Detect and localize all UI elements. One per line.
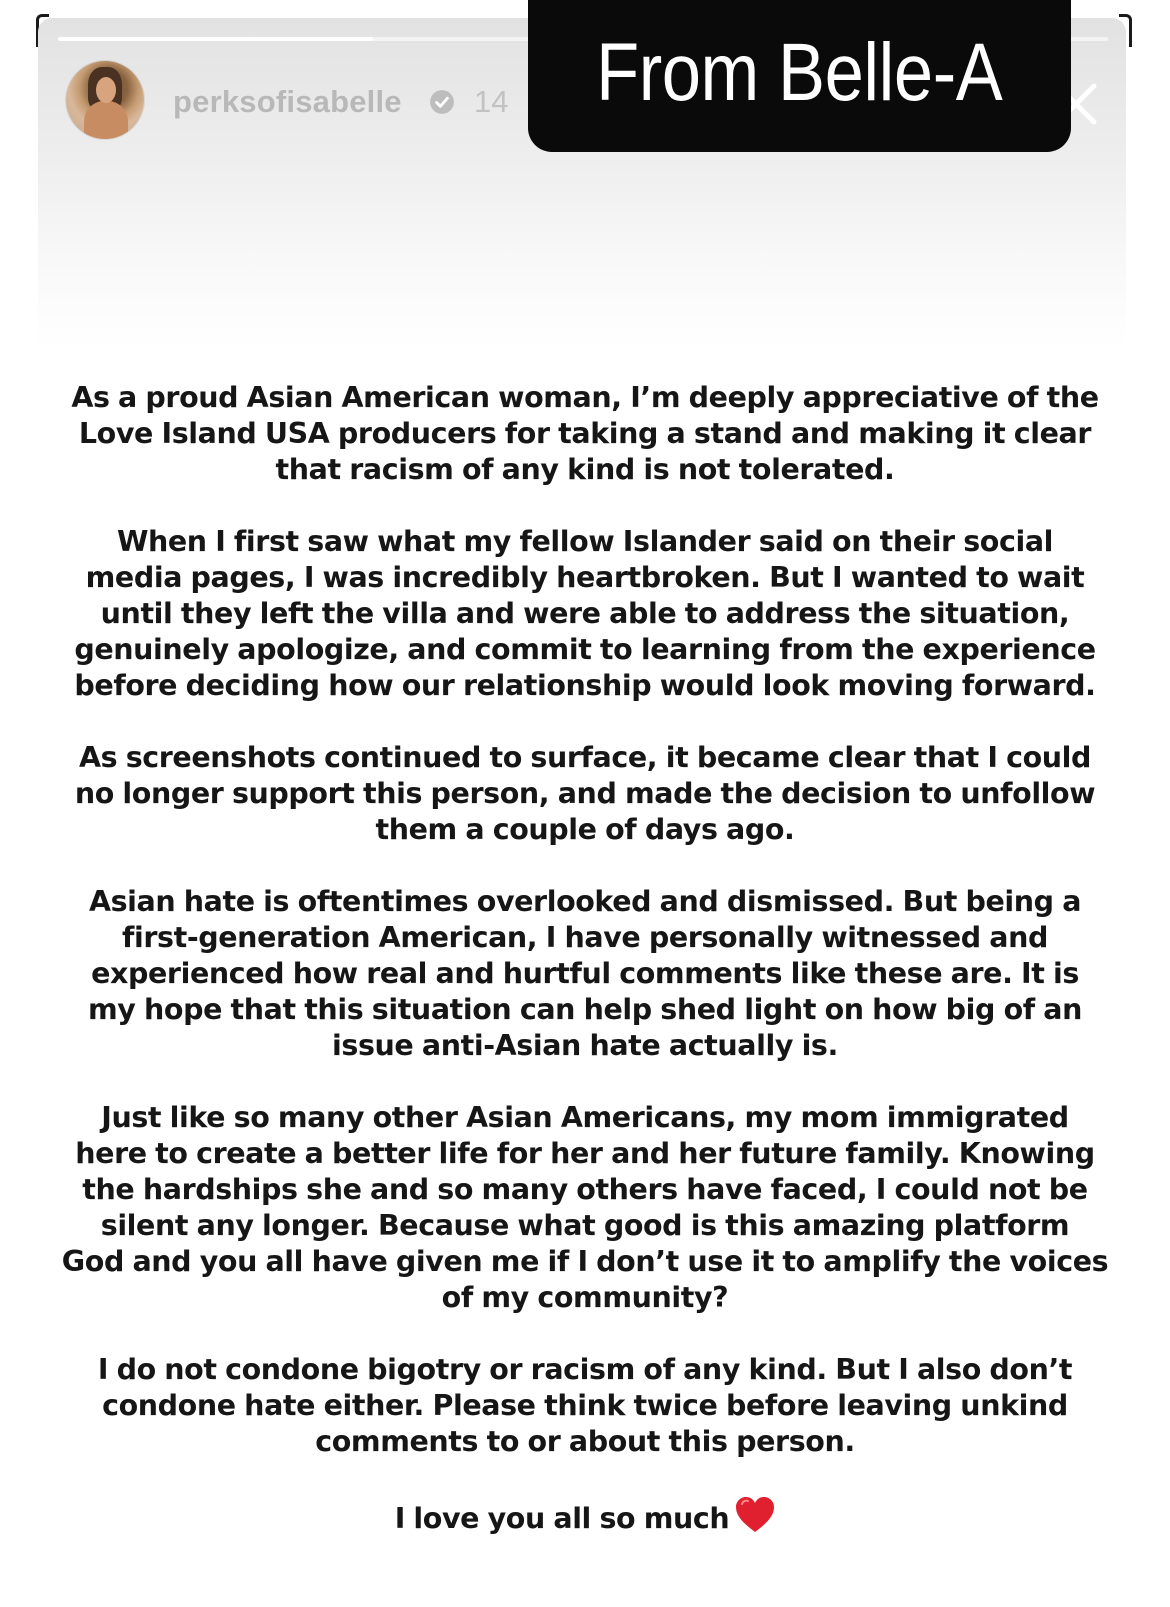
- statement-paragraph: When I first saw what my fellow Islander said on their social media pages, I was incredibly heartbroken. But I wanted to wait until they left the villa and were able to address the situation, genuinely apologize, and commit to learning from the experience before deciding how our relationship would look moving forward.: [74, 525, 1096, 702]
- red-heart-icon: [735, 1496, 775, 1534]
- statement-paragraph: Just like so many other Asian Americans, my mom immigrated here to create a better life for her and her future family. Knowing the hardships she and so many others have faced, I could not be silent any longer. Because what good is this amazing platform God and you all have given me if I don’t use it to amplify the voices of my community?: [61, 1101, 1109, 1314]
- caption-banner: [528, 0, 1071, 152]
- caption-banner-text: From Belle-A: [596, 27, 1003, 118]
- story-progress-fill: [58, 37, 373, 41]
- username[interactable]: perksofisabelle: [173, 84, 402, 119]
- statement-text: [60, 380, 1110, 1573]
- closing-text: I love you all so much: [394, 1502, 730, 1535]
- verified-badge-icon: [429, 89, 455, 115]
- statement-paragraph: I do not condone bigotry or racism of any kind. But I also don’t condone hate either. Please think twice before leaving unkind comments to or about this person.: [97, 1353, 1073, 1458]
- story-timestamp: 14: [474, 84, 509, 119]
- statement-paragraph: Asian hate is oftentimes overlooked and dismissed. But being a first-generation American, I have personally witnessed and experienced how real and hurtful comments like these are. It is my hope that this situation can help shed light on how big of an issue anti-Asian hate actually is.: [88, 885, 1082, 1062]
- avatar[interactable]: [66, 61, 144, 139]
- statement-paragraph: As screenshots continued to surface, it became clear that I could no longer support this person, and made the decision to unfollow them a couple of days ago.: [74, 741, 1096, 846]
- closing-line: [60, 1496, 1110, 1537]
- statement-paragraph: As a proud Asian American woman, I’m deeply appreciative of the Love Island USA producers for taking a stand and making it clear that racism of any kind is not tolerated.: [71, 381, 1099, 486]
